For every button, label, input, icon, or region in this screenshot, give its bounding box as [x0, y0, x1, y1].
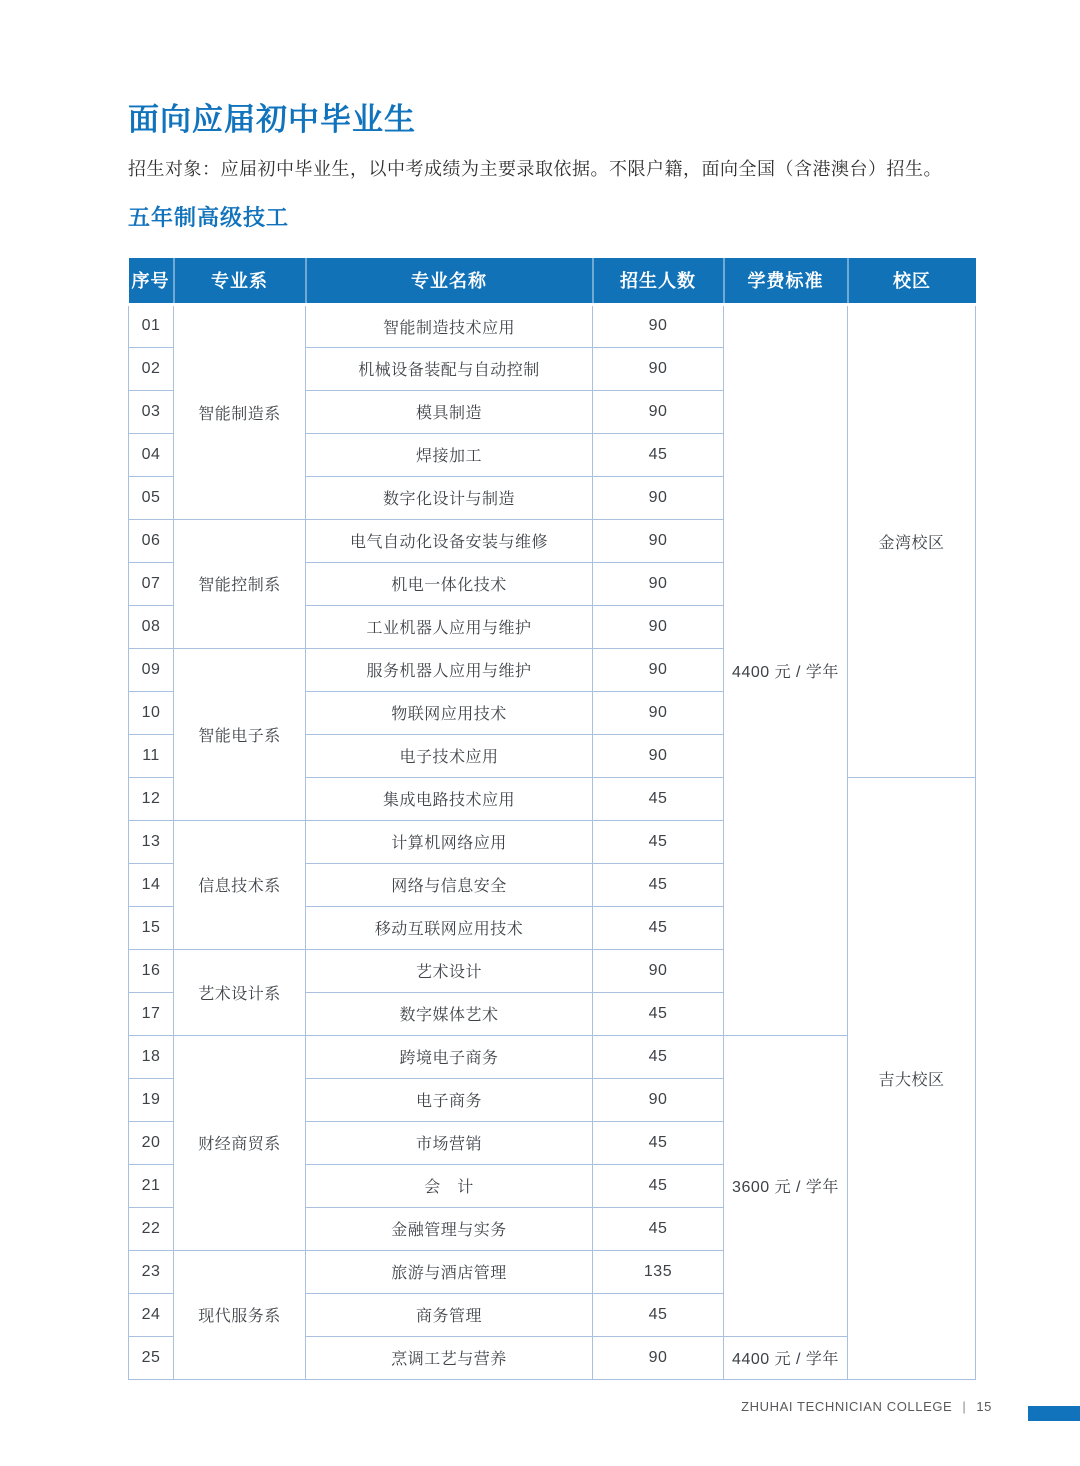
admission-target-text: 招生对象：应届初中毕业生，以中考成绩为主要录取依据。不限户籍，面向全国（含港澳台）招生。 [128, 159, 942, 179]
enrollment-cell: 90 [593, 1336, 724, 1379]
enrollment-cell: 45 [593, 1293, 724, 1336]
serial-cell: 05 [129, 476, 174, 519]
enrollment-cell: 90 [593, 390, 724, 433]
major-cell: 跨境电子商务 [306, 1035, 593, 1078]
footer-accent-bar [1028, 1406, 1080, 1421]
major-cell: 电子技术应用 [306, 734, 593, 777]
table-row [129, 304, 976, 347]
serial-cell: 23 [129, 1250, 174, 1293]
footer-college-name: ZHUHAI TECHNICIAN COLLEGE [741, 1399, 953, 1414]
serial-cell: 12 [129, 777, 174, 820]
enrollment-cell: 90 [593, 605, 724, 648]
enrollment-cell: 90 [593, 476, 724, 519]
major-cell: 数字化设计与制造 [306, 476, 593, 519]
enrollment-cell: 45 [593, 863, 724, 906]
page-footer [741, 1399, 992, 1414]
serial-cell: 18 [129, 1035, 174, 1078]
enrollment-cell: 45 [593, 820, 724, 863]
serial-cell: 10 [129, 691, 174, 734]
major-cell: 机电一体化技术 [306, 562, 593, 605]
major-cell: 集成电路技术应用 [306, 777, 593, 820]
enrollment-cell: 45 [593, 906, 724, 949]
campus-cell: 吉大校区 [848, 777, 976, 1379]
column-header-6: 校区 [848, 258, 976, 304]
major-cell: 计算机网络应用 [306, 820, 593, 863]
enrollment-cell: 90 [593, 519, 724, 562]
major-cell: 电气自动化设备安装与维修 [306, 519, 593, 562]
enrollment-cell: 90 [593, 734, 724, 777]
footer-divider: | [962, 1399, 967, 1414]
enrollment-cell: 90 [593, 648, 724, 691]
serial-cell: 13 [129, 820, 174, 863]
serial-cell: 22 [129, 1207, 174, 1250]
enrollment-cell: 45 [593, 1121, 724, 1164]
serial-cell: 02 [129, 347, 174, 390]
enrollment-cell: 45 [593, 1164, 724, 1207]
column-header-5: 学费标准 [724, 258, 848, 304]
major-cell: 模具制造 [306, 390, 593, 433]
column-header-4: 招生人数 [593, 258, 724, 304]
major-cell: 艺术设计 [306, 949, 593, 992]
enrollment-table [128, 258, 976, 1380]
major-cell: 商务管理 [306, 1293, 593, 1336]
enrollment-cell: 90 [593, 347, 724, 390]
major-cell: 智能制造技术应用 [306, 304, 593, 347]
serial-cell: 08 [129, 605, 174, 648]
major-cell: 会 计 [306, 1164, 593, 1207]
major-cell: 数字媒体艺术 [306, 992, 593, 1035]
enrollment-cell: 90 [593, 1078, 724, 1121]
serial-cell: 19 [129, 1078, 174, 1121]
department-cell: 财经商贸系 [174, 1035, 306, 1250]
table-body [129, 304, 976, 1379]
serial-cell: 07 [129, 562, 174, 605]
serial-cell: 17 [129, 992, 174, 1035]
enrollment-cell: 90 [593, 949, 724, 992]
serial-cell: 25 [129, 1336, 174, 1379]
section-title: 五年制高级技工 [128, 205, 290, 230]
serial-cell: 24 [129, 1293, 174, 1336]
major-cell: 焊接加工 [306, 433, 593, 476]
major-cell: 服务机器人应用与维护 [306, 648, 593, 691]
enrollment-cell: 45 [593, 1207, 724, 1250]
enrollment-cell: 90 [593, 304, 724, 347]
major-cell: 金融管理与实务 [306, 1207, 593, 1250]
enrollment-cell: 90 [593, 691, 724, 734]
department-cell: 智能电子系 [174, 648, 306, 820]
enrollment-cell: 45 [593, 992, 724, 1035]
major-cell: 电子商务 [306, 1078, 593, 1121]
tuition-cell: 4400 元 / 学年 [724, 1336, 848, 1379]
enrollment-cell: 90 [593, 562, 724, 605]
major-cell: 机械设备装配与自动控制 [306, 347, 593, 390]
major-cell: 工业机器人应用与维护 [306, 605, 593, 648]
column-header-3: 专业名称 [306, 258, 593, 304]
department-cell: 智能控制系 [174, 519, 306, 648]
page-content [128, 0, 975, 1380]
serial-cell: 04 [129, 433, 174, 476]
department-cell: 艺术设计系 [174, 949, 306, 1035]
major-cell: 旅游与酒店管理 [306, 1250, 593, 1293]
serial-cell: 21 [129, 1164, 174, 1207]
table-header-row [129, 258, 976, 304]
serial-cell: 01 [129, 304, 174, 347]
serial-cell: 09 [129, 648, 174, 691]
department-cell: 智能制造系 [174, 304, 306, 519]
page-title: 面向应届初中毕业生 [128, 102, 416, 137]
column-header-1: 序号 [129, 258, 174, 304]
enrollment-cell: 45 [593, 433, 724, 476]
footer-page-number: 15 [976, 1399, 992, 1414]
serial-cell: 11 [129, 734, 174, 777]
major-cell: 烹调工艺与营养 [306, 1336, 593, 1379]
department-cell: 现代服务系 [174, 1250, 306, 1379]
serial-cell: 20 [129, 1121, 174, 1164]
major-cell: 市场营销 [306, 1121, 593, 1164]
campus-cell: 金湾校区 [848, 304, 976, 777]
tuition-cell: 3600 元 / 学年 [724, 1035, 848, 1336]
department-cell: 信息技术系 [174, 820, 306, 949]
serial-cell: 16 [129, 949, 174, 992]
major-cell: 网络与信息安全 [306, 863, 593, 906]
enrollment-cell: 45 [593, 777, 724, 820]
serial-cell: 14 [129, 863, 174, 906]
major-cell: 移动互联网应用技术 [306, 906, 593, 949]
column-header-2: 专业系 [174, 258, 306, 304]
enrollment-cell: 45 [593, 1035, 724, 1078]
tuition-cell: 4400 元 / 学年 [724, 304, 848, 1035]
serial-cell: 15 [129, 906, 174, 949]
enrollment-cell: 135 [593, 1250, 724, 1293]
serial-cell: 03 [129, 390, 174, 433]
major-cell: 物联网应用技术 [306, 691, 593, 734]
serial-cell: 06 [129, 519, 174, 562]
